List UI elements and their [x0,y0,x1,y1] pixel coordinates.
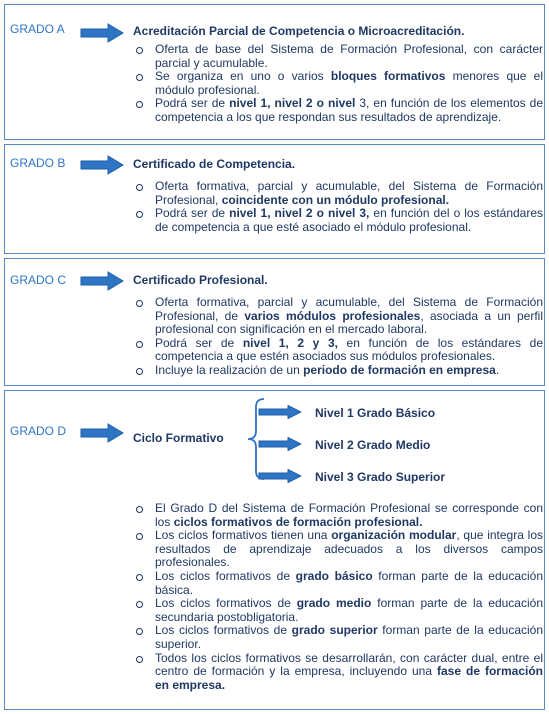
text-segment: forman parte de la educación secundaria postobligatoria. [155,596,543,624]
text-segment: en función del o los estándares de competencia a que esté asociado el módulo profesional. [155,206,544,234]
bold-text: fase de formación en empresa. [155,664,543,692]
text-segment: Los ciclos formativos de [155,596,297,611]
text-segment: Oferta formativa, parcial y acumulable, del Sistema de Formación Profesional, [155,179,543,207]
list-item [133,652,543,693]
list-item [133,624,543,651]
grade-c-label: GRADO C [10,273,67,287]
arrow-right-icon [258,405,302,419]
text-segment: . [495,362,500,377]
bold-text: organización modular [331,528,457,543]
text-segment: forman parte de la educación básica. [155,568,544,597]
grade-b-title: Certificado de Competencia. [133,157,296,171]
arrow-right-icon [80,155,124,175]
list-item [133,70,543,97]
list-item [133,529,543,570]
bold-text: periodo de formación en empresa [303,362,496,377]
bold-text: bloques formativos [330,69,446,84]
grade-d-label: GRADO D [10,424,67,438]
grade-a-label: GRADO A [10,22,65,36]
text-segment: Oferta formativa, parcial y acumulable, del Sistema de Formación Profesional, de [155,295,543,323]
text-segment: Los ciclos formativos tienen una [155,528,332,543]
text-segment: Oferta de base del Sistema de Formación Profesional, con carácter parcial y acumulable. [155,42,543,70]
arrow-right-icon [258,437,302,451]
text-segment: El Grado D del Sistema de Formación Profesional se corresponde con los [155,501,543,529]
bold-text: nivel 1, nivel 2 o nivel 3, [229,206,370,221]
bold-text: coincidente con un módulo profesional. [221,192,450,207]
text-segment: Incluye la realización de un [155,362,304,377]
text-segment: , que integra los resultados de aprendizaje adecuados a los diversos campos profesionales. [155,528,543,570]
grade-a-list [133,43,543,125]
level-2-label: Nivel 2 Grado Medio [315,438,431,452]
bold-text: varios módulos profesionales [244,308,421,323]
list-item [133,502,543,529]
grade-d-list [133,502,543,692]
text-segment: en función de los estándares de competencia a que estén asociados sus módulos profesionales. [155,335,543,364]
list-item [133,207,543,234]
text-segment: Todos los ciclos formativos se desarrollarán, con carácter dual, entre el centro de formación y la empresa, incluyendo una [155,650,543,679]
text-segment: Se organiza en uno o varios [155,69,331,84]
list-item [133,570,543,597]
list-item [133,296,543,337]
grade-a-title: Acreditación Parcial de Competencia o Microacreditación. [133,24,465,38]
text-segment: menores que el módulo profesional. [155,69,544,97]
list-item [133,337,543,364]
text-segment: Podrá ser de [155,206,230,221]
text-segment: 3, en función de los elementos de competencia a los que respondan sus resultados de aprendizaje. [155,96,544,124]
bold-text: ciclos formativos de formación profesional. [173,514,423,529]
list-item [133,180,543,207]
grade-c-list [133,296,543,378]
level-3-label: Nivel 3 Grado Superior [315,470,446,484]
list-item [133,597,543,624]
grade-d-title: Ciclo Formativo [133,431,224,445]
list-item [133,43,543,70]
grade-b-label: GRADO B [10,156,66,170]
list-item [133,97,543,124]
grade-c-title: Certificado Profesional. [133,273,268,287]
bold-text: grado medio [296,596,372,611]
arrow-right-icon [80,423,124,443]
text-segment: forman parte de la educación superior. [155,623,544,651]
text-segment: Los ciclos formativos de [155,623,292,638]
text-segment: Podrá ser de [155,335,243,350]
list-item [133,364,543,378]
bold-text: grado superior [291,623,378,638]
bold-text: grado básico [295,568,373,583]
arrow-right-icon [258,469,302,483]
arrow-right-icon [80,271,124,291]
text-segment: , asociada a un perfil profesional con significación en el mercado laboral. [155,308,543,337]
text-segment: Podrá ser de [155,96,230,111]
arrow-right-icon [80,23,124,43]
bold-text: nivel 1, 2 y 3, [242,335,338,350]
text-segment: Los ciclos formativos de [155,568,296,583]
grade-b-list [133,180,543,234]
bold-text: nivel 1, nivel 2 o nivel [229,96,356,111]
level-1-label: Nivel 1 Grado Básico [315,406,436,420]
